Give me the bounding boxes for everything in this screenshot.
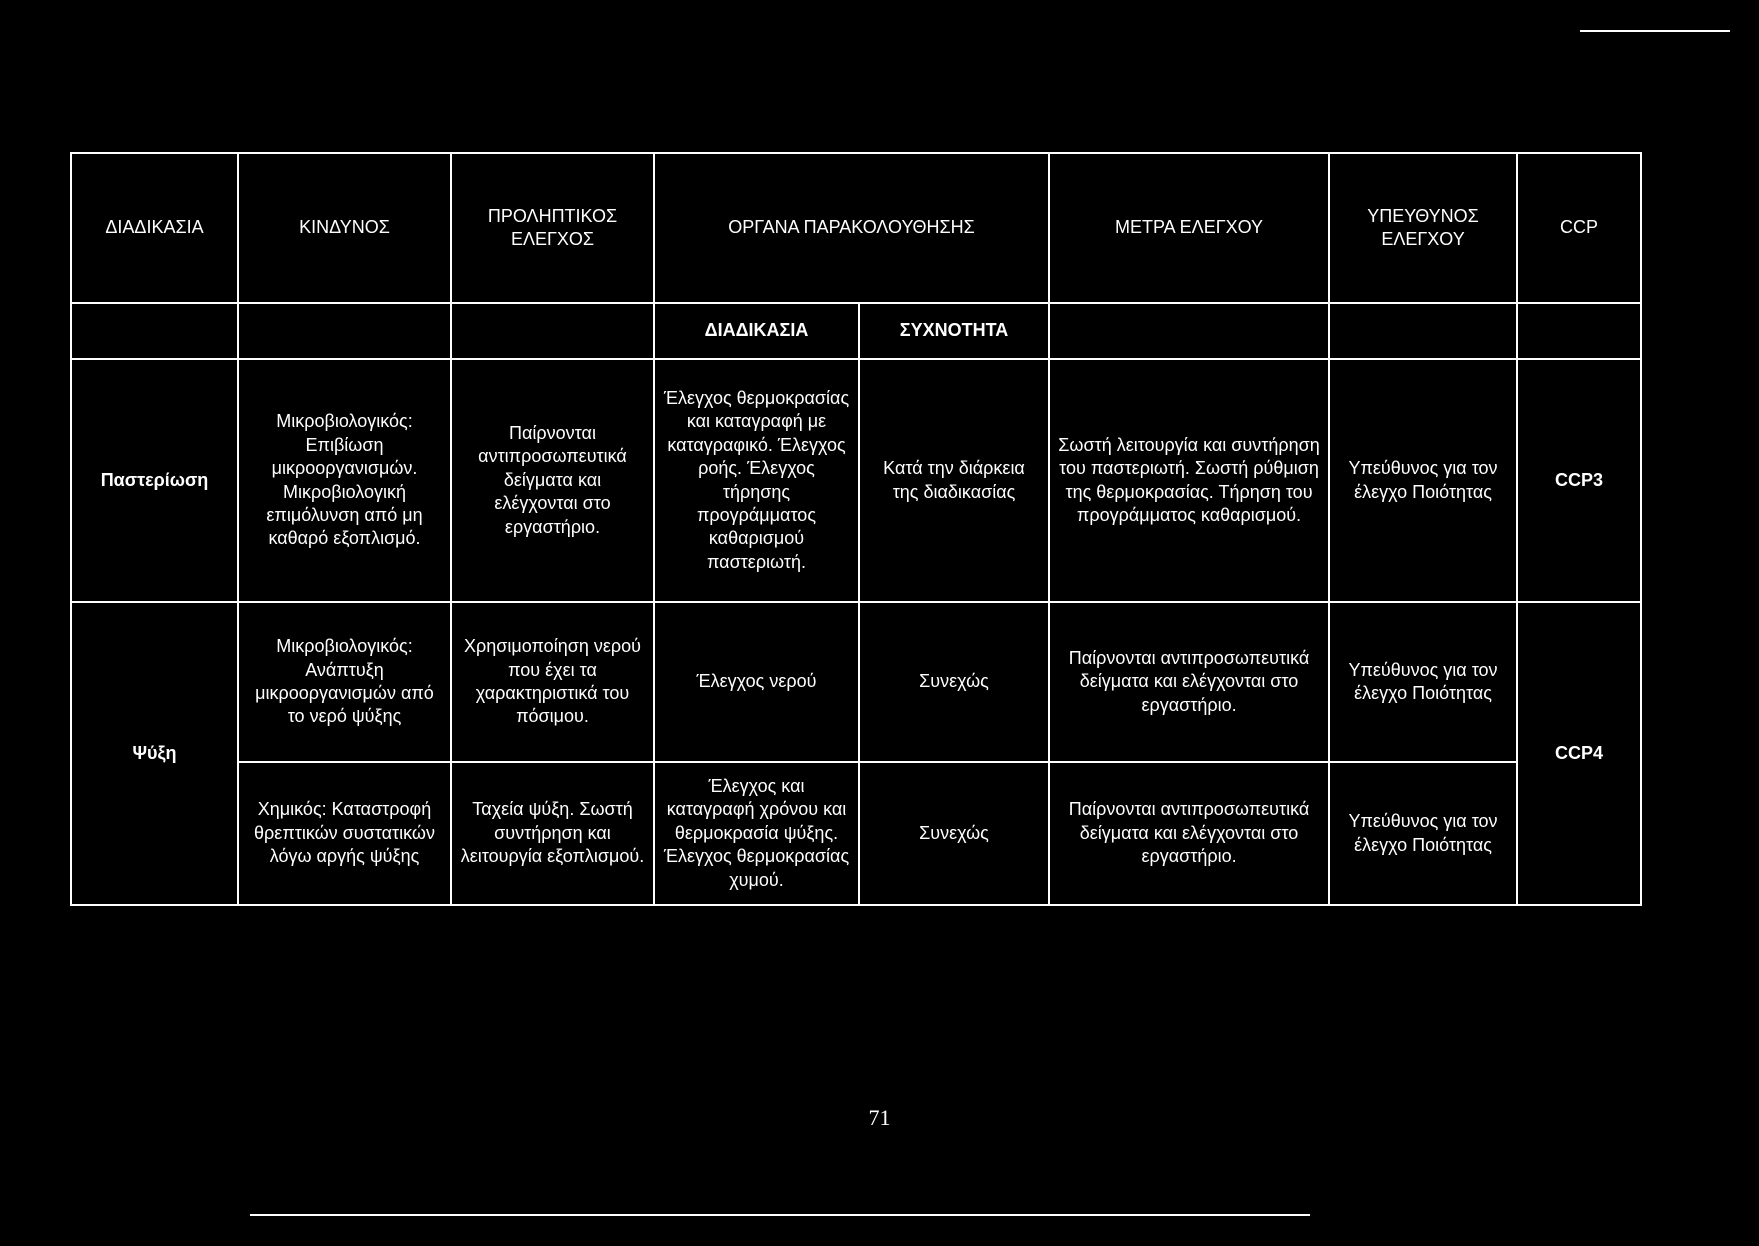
responsible-cell: Υπεύθυνος για τον έλεγχο Ποιότητας	[1329, 762, 1517, 905]
header-hazard: ΚΙΝΔΥΝΟΣ	[238, 153, 451, 303]
monitoring-procedure-cell: Έλεγχος νερού	[654, 602, 859, 762]
subheader-frequency: ΣΥΧΝΟΤΗΤΑ	[859, 303, 1049, 359]
table-row	[71, 359, 1641, 602]
table-row	[71, 602, 1641, 762]
header-process: ΔΙΑΔΙΚΑΣΙΑ	[71, 153, 238, 303]
header-row	[71, 153, 1641, 303]
monitoring-procedure-cell: Έλεγχος και καταγραφή χρόνου και θερμοκρασία ψύξης. Έλεγχος θερμοκρασίας χυμού.	[654, 762, 859, 905]
ccp-cell: CCP3	[1517, 359, 1641, 602]
subheader-empty	[451, 303, 654, 359]
header-preventive: ΠΡΟΛΗΠΤΙΚΟΣ ΕΛΕΓΧΟΣ	[451, 153, 654, 303]
ccp-cell: CCP4	[1517, 602, 1641, 905]
control-measures-cell: Σωστή λειτουργία και συντήρηση του παστεριωτή. Σωστή ρύθμιση της θερμοκρασίας. Τήρηση του προγράμματος καθαρισμού.	[1049, 359, 1329, 602]
page-number: 71	[868, 1105, 891, 1130]
haccp-table	[70, 152, 1642, 906]
preventive-cell: Ταχεία ψύξη. Σωστή συντήρηση και λειτουργία εξοπλισμού.	[451, 762, 654, 905]
responsible-cell: Υπεύθυνος για τον έλεγχο Ποιότητας	[1329, 602, 1517, 762]
hazard-cell: Μικροβιολογικός: Επιβίωση μικροοργανισμών. Μικροβιολογική επιμόλυνση από μη καθαρό εξοπλισμό.	[238, 359, 451, 602]
header-responsible: ΥΠΕΥΘΥΝΟΣ ΕΛΕΓΧΟΥ	[1329, 153, 1517, 303]
monitoring-procedure-cell: Έλεγχος θερμοκρασίας και καταγραφή με καταγραφικό. Έλεγχος ροής. Έλεγχος τήρησης προγράμματος καθαρισμού παστεριωτή.	[654, 359, 859, 602]
frequency-cell: Κατά την διάρκεια της διαδικασίας	[859, 359, 1049, 602]
top-rule	[1580, 30, 1730, 32]
responsible-cell: Υπεύθυνος για τον έλεγχο Ποιότητας	[1329, 359, 1517, 602]
subheader-procedure: ΔΙΑΔΙΚΑΣΙΑ	[654, 303, 859, 359]
preventive-cell: Παίρνονται αντιπροσωπευτικά δείγματα και ελέγχονται στο εργαστήριο.	[451, 359, 654, 602]
hazard-cell: Χημικός: Καταστροφή θρεπτικών συστατικών λόγω αργής ψύξης	[238, 762, 451, 905]
header-ccp: CCP	[1517, 153, 1641, 303]
subheader-row	[71, 303, 1641, 359]
subheader-empty	[1049, 303, 1329, 359]
subheader-empty	[1329, 303, 1517, 359]
subheader-empty	[1517, 303, 1641, 359]
control-measures-cell: Παίρνονται αντιπροσωπευτικά δείγματα και ελέγχονται στο εργαστήριο.	[1049, 762, 1329, 905]
frequency-cell: Συνεχώς	[859, 602, 1049, 762]
preventive-cell: Χρησιμοποίηση νερού που έχει τα χαρακτηριστικά του πόσιμου.	[451, 602, 654, 762]
header-monitoring: ΟΡΓΑΝΑ ΠΑΡΑΚΟΛΟΥΘΗΣΗΣ	[654, 153, 1049, 303]
subheader-empty	[71, 303, 238, 359]
table-row	[71, 762, 1641, 905]
subheader-empty	[238, 303, 451, 359]
frequency-cell: Συνεχώς	[859, 762, 1049, 905]
bottom-rule	[250, 1214, 1310, 1216]
process-cell: Ψύξη	[71, 602, 238, 905]
header-control-measures: ΜΕΤΡΑ ΕΛΕΓΧΟΥ	[1049, 153, 1329, 303]
hazard-cell: Μικροβιολογικός: Ανάπτυξη μικροοργανισμών από το νερό ψύξης	[238, 602, 451, 762]
process-cell: Παστερίωση	[71, 359, 238, 602]
control-measures-cell: Παίρνονται αντιπροσωπευτικά δείγματα και ελέγχονται στο εργαστήριο.	[1049, 602, 1329, 762]
